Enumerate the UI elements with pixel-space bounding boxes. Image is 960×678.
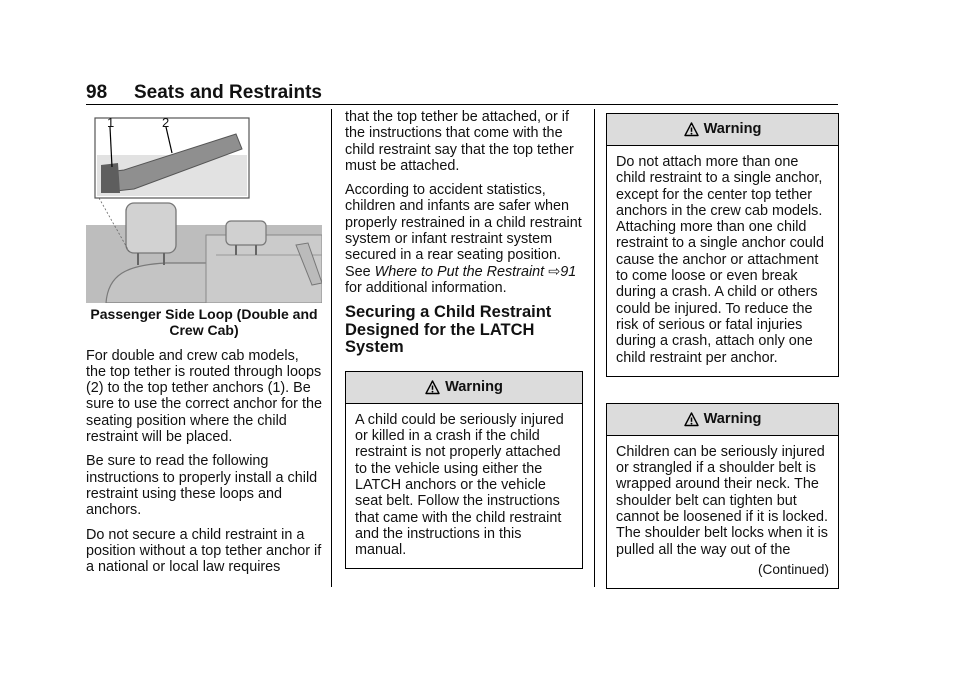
header-rule	[86, 104, 838, 105]
warning-title: Warning	[703, 411, 762, 428]
warning-box	[606, 113, 839, 377]
cross-reference-page[interactable]: 91	[560, 263, 577, 280]
page-number: 98	[86, 82, 108, 103]
continued-label: (Continued)	[757, 561, 829, 577]
paragraph-text: for additional information.	[345, 279, 507, 296]
column-1	[86, 115, 322, 583]
warning-text: A child could be seriously injured or killed in a crash if the child restraint is not properly attached to the vehicle using either the LATCH anchors or the vehicle seat belt. Follow the instructions that came with the child restraint and the instructions in this manual.	[355, 411, 564, 559]
warning-box	[606, 403, 839, 589]
paragraph: For double and crew cab models, the top tether is routed through loops (2) to the top tether anchors (1). Be sure to use the correct anchor for the seating position where the child restraint will be placed.	[86, 347, 322, 446]
warning-title: Warning	[703, 121, 762, 138]
warning-header	[607, 404, 838, 436]
figure-caption: Passenger Side Loop (Double and Crew Cab)	[90, 306, 318, 339]
paragraph: Do not secure a child restraint in a position without a top tether anchor if a national or local law requires	[86, 526, 322, 576]
warning-triangle-icon	[684, 122, 699, 137]
warning-box	[345, 371, 583, 570]
paragraph: that the top tether be attached, or if the instructions that come with the child restraint say that the top tether must be attached.	[345, 109, 574, 174]
paragraph: Be sure to read the following instructions to properly install a child restraint using these loops and anchors.	[86, 453, 318, 519]
seat-loop-illustration	[86, 115, 322, 303]
column-divider	[594, 109, 595, 587]
warning-header	[607, 114, 838, 146]
paragraph-text: According to accident statistics, children and infants are safer when properly restrained in a child restraint system or infant restraint system secured in a rear seating position. See	[345, 182, 582, 280]
callout-1: 1	[107, 115, 115, 130]
column-divider	[331, 109, 332, 587]
subheading: Securing a Child Restraint Designed for the LATCH System	[345, 303, 552, 357]
callout-2: 2	[162, 115, 170, 130]
page-ref-arrow-icon: ⇨	[548, 263, 561, 280]
warning-text-body: Children can be seriously injured or strangled if a shoulder belt is wrapped around their neck. The shoulder belt can tighten but cannot be loosened if it is locked. The shoulder belt locks when it is pulled all the way out of the	[616, 443, 828, 558]
rear-seat-illustration	[86, 115, 322, 303]
cross-reference-link[interactable]: Where to Put the Restraint	[374, 263, 545, 280]
warning-triangle-icon	[425, 380, 440, 395]
warning-text: Do not attach more than one child restraint to a single anchor, except for the center top tether anchors in the crew cab models. Attaching more than one child restraint to a single anchor could cause the anchor or attachment to come loose or even break during a crash. A child or others could be injured. To reduce the risk of serious or fatal injuries during a crash, attach only one child restraint per anchor.	[616, 154, 824, 366]
warning-text	[607, 436, 838, 588]
section-title: Seats and Restraints	[134, 82, 322, 103]
warning-header	[346, 372, 582, 404]
page-header	[86, 82, 838, 104]
paragraph-with-reference	[345, 182, 583, 296]
column-3	[606, 113, 839, 589]
column-2	[345, 109, 583, 569]
warning-title: Warning	[445, 379, 503, 396]
warning-triangle-icon	[684, 412, 699, 427]
